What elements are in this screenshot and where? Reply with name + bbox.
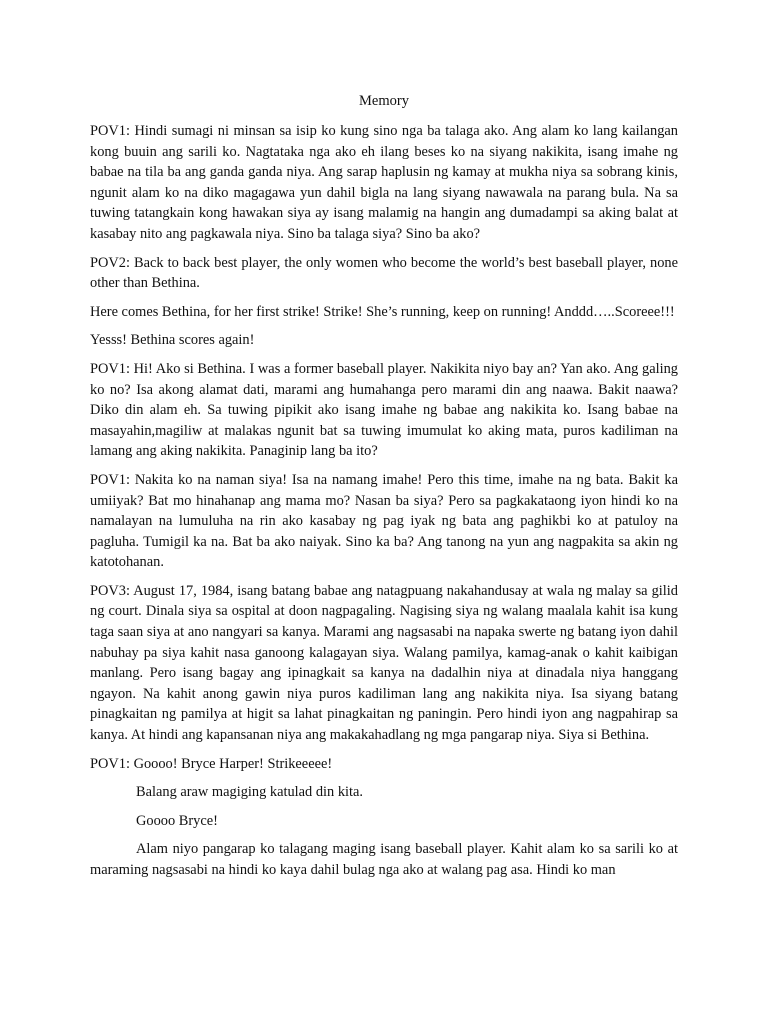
paragraph-commentary: Here comes Bethina, for her first strike! Strike! She’s running, keep on running! Anddd…..Scoreee!!!: [90, 303, 675, 320]
paragraph-final: Alam niyo pangarap ko talagang maging isang baseball player. Kahit alam ko sa sarili ko at maraming nagsasabi na hindi ko kaya dahil bulag nga ako at walang pag asa. Hindi ko man: [90, 841, 678, 878]
paragraph-cheer-line: Goooo Bryce!: [136, 812, 218, 829]
paragraph-pov3: POV3: August 17, 1984, isang batang babae ang natagpuang nakahandusay at wala ng malay sa gilid ng court. Dinala siya sa ospital at doon nagpagaling. Nagising siya ng walang maalala kahit isa kung taga saan siya at ano nangyari sa kanya. Marami ang nagsasabi na napaka swerte ng batang iyon dahil nabuhay pa siya kahit nasa ganoong kalagayan siya. Walang pamilya, kamag-anak o kahit kaibigan manlang. Pero isang bagay ang ipinagkait sa kanya na dadalhin niya at dinadala niya hanggang ngayon. Na kahit anong gawin niya puros kadiliman lang ang nakikita niya. Isa siyang batang pinagkaitan ng pamilya at higit sa lahat pinagkaitan ng paningin. Pero hindi iyon ang nagpahirap sa kanya. At hindi ang kapansanan niya ang makakahadlang ng mga pangarap niya. Siya si Bethina.: [90, 582, 678, 744]
paragraph-pov1-bethina: POV1: Hi! Ako si Bethina. I was a former baseball player. Nakikita niyo bay an? Yan ako. Ang galing ko no? Isa akong alamat dati, marami ang humahanga pero marami din ang naawa. Bakit naawa? Diko din alam eh. Sa tuwing pipikit ako isang imahe ng babae ang nakikita ko. Isang babae na masayahin,magiliw at malakas ngunit bat sa tuwing imumulat ko aking mata, puros kadiliman na lamang ang aking nakikita. Panaginip lang ba ito?: [90, 360, 678, 460]
paragraph-pov1-child: POV1: Nakita ko na naman siya! Isa na namang imahe! Pero this time, imahe na ng bata. Bakit ka umiiyak? Bat mo hinahanap ang mama mo? Nasan ba siya? Pero sa pagkakataong iyon hindi ko na namalayan na lumuluha na rin ako kasabay ng pag iyak ng bata ang paghikbi ko at patuloy na pagluha. Tumigil ka na. Bat ba ako naiyak. Sino ka ba? Ang tanong na yun ang nagpakita sa akin ng katotohanan.: [90, 471, 678, 571]
paragraph-pov1-intro: POV1: Hindi sumagi ni minsan sa isip ko kung sino nga ba talaga ako. Ang alam ko lang kailangan kong buuin ang sarili ko. Nagtataka nga ako eh ilang beses ko na siyang nakikita, isang imahe ng babae na tila ba ang ganda ganda niya. Ang sarap haplusin ng kamay at mukha niya sa sobrang kinis, ngunit alam ko na diko magagawa yun dahil bigla na lang siyang nawawala na parang bula. Na sa tuwing tatangkain kong hawakan siya ay isang malamig na hangin ang dumadampi sa aking balat at kasabay nito ang pagkawala niya. Sino ba talaga siya? Sino ba ako?: [90, 123, 678, 242]
document-body: [90, 121, 678, 889]
paragraph-score: Yesss! Bethina scores again!: [90, 332, 255, 349]
paragraph-pov2: POV2: Back to back best player, the only women who become the world’s best baseball player, none other than Bethina.: [90, 254, 678, 292]
paragraph-dream-line: Balang araw magiging katulad din kita.: [136, 784, 363, 801]
document-title: Memory: [359, 93, 409, 109]
paragraph-pov1-bryce: POV1: Goooo! Bryce Harper! Strikeeeee!: [90, 755, 333, 772]
